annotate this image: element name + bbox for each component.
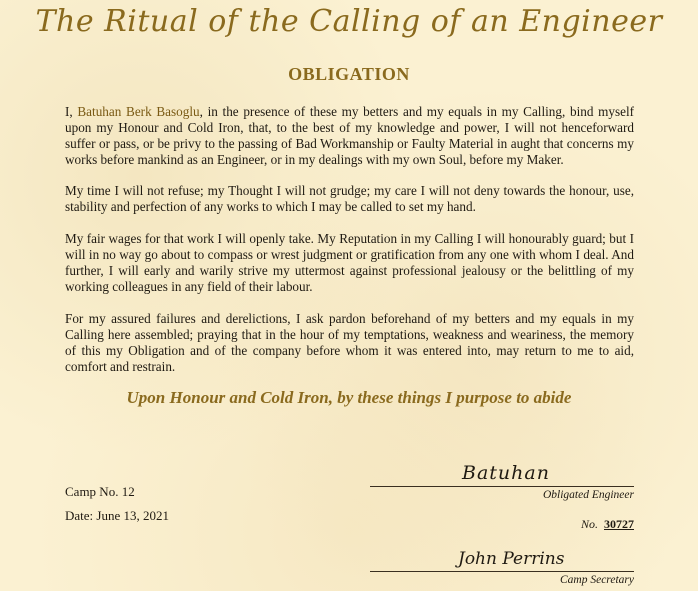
motto: Upon Honour and Cold Iron, by these things I purpose to abide [126, 388, 572, 407]
date: Date: June 13, 2021 [65, 508, 169, 523]
obligation-paragraph-4: For my assured failures and derelictions, I ask pardon beforehand of my betters and my equals in my Calling here assembled; praying that in the hour of my temptations, weakness and weariness, the memory of this my Obligation and of the company before whom it was entered into, may return to me to aid, comfort and restrain. [65, 311, 634, 374]
certificate-number-value: 30727 [604, 517, 634, 531]
document-title: The Ritual of the Calling of an Engineer [35, 4, 663, 39]
obligation-paragraph-1 [65, 104, 634, 168]
paragraph-1-suffix: , in the presence of these my betters and my equals in my Calling, bind myself upon my Honour and Cold Iron, that, to the best of my knowledge and power, I will not henceforward suffer or pass, or be privy to the passing of Bad Workmanship or Faulty Material in aught that concerns my works before mankind as an Engineer, or in my dealings with my own Soul, before my Maker. [65, 104, 634, 167]
engineer-name: Batuhan Berk Basoglu [77, 104, 200, 119]
certificate-number-label: No. [580, 517, 598, 531]
obligation-paragraph-3: My fair wages for that work I will openly take. My Reputation in my Calling I will honourably guard; but I will in no way go about to compass or wrest judgment or gratification from any one with whom I deal. And further, I will early and warily strive my uttermost against professional jealousy or the belittling of my working colleagues in any field of their labour. [65, 231, 634, 294]
obligation-paragraph-2: My time I will not refuse; my Thought I will not grudge; my care I will not deny towards the honour, use, stability and perfection of any works to which I may be called to set my hand. [65, 183, 634, 214]
secretary-role-label: Camp Secretary [560, 574, 634, 586]
obligation-heading: OBLIGATION [288, 64, 410, 84]
paragraph-1-prefix: I, [65, 104, 78, 119]
secretary-signature-line [370, 571, 634, 572]
engineer-signature: Batuhan [462, 462, 550, 484]
certificate-number [581, 517, 634, 532]
secretary-signature: John Perrins [458, 549, 565, 569]
engineer-signature-line [370, 486, 634, 487]
engineer-role-label: Obligated Engineer [542, 489, 634, 501]
camp-number: Camp No. 12 [65, 484, 135, 499]
